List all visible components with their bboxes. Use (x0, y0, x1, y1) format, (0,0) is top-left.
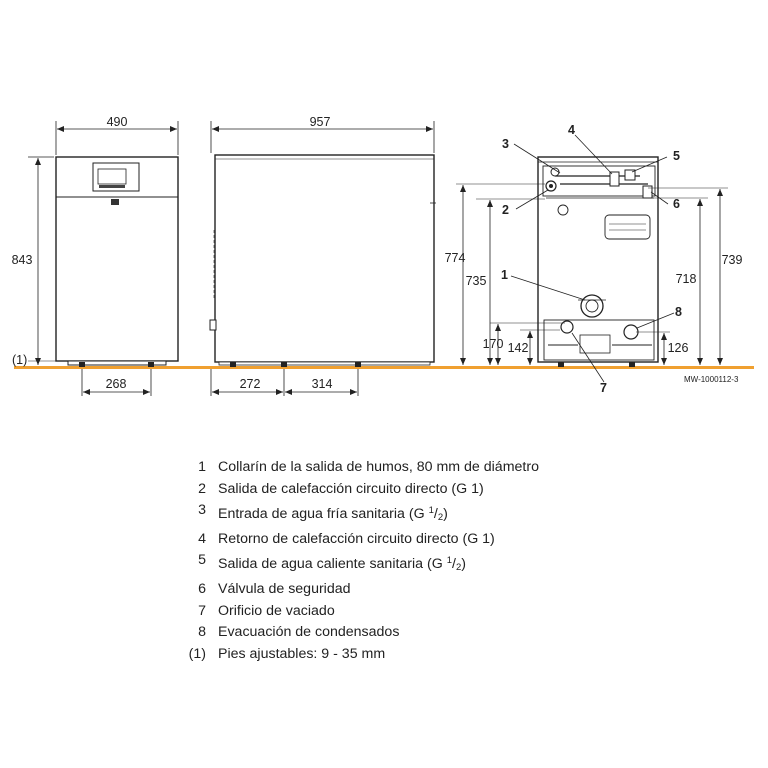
back-top-manifold (543, 166, 655, 196)
dim-back-126-label: 126 (667, 341, 689, 355)
legend-item (176, 644, 539, 666)
legend-item (176, 500, 539, 529)
side-rear-connector (210, 320, 216, 330)
fraction-denominator: 2 (437, 512, 444, 524)
fraction-denominator: 2 (455, 562, 462, 574)
dim-back-774-label: 774 (444, 251, 466, 265)
legend-text: Entrada de agua fría sanitaria (G $^1$/2) (218, 505, 448, 524)
side-view (210, 115, 436, 396)
legend-text: Pies ajustables: 9 - 35 mm (218, 645, 386, 662)
legend-text: Salida de agua caliente sanitaria (G $^1$/2) (218, 555, 466, 574)
callout-7: 7 (600, 381, 607, 395)
legend-text-suffix: ) (443, 506, 448, 523)
dim-back-142-label: 142 (507, 341, 529, 355)
back-foot-right (629, 362, 635, 367)
legend-text: Salida de calefacción circuito directo (G 1) (218, 480, 484, 497)
legend-text: Válvula de seguridad (218, 580, 351, 597)
side-base (219, 362, 430, 365)
legend-key: 7 (198, 602, 206, 619)
dim-back-718-label: 718 (675, 272, 697, 286)
legend-item (176, 601, 539, 623)
front-badge (111, 199, 119, 205)
legend-item (176, 550, 539, 579)
drawing-code: MW-1000112-3 (684, 375, 739, 384)
side-foot-1 (230, 362, 236, 367)
callout-2: 2 (502, 203, 509, 217)
dim-side-front-feet-label: 272 (239, 377, 261, 391)
legend-text: Evacuación de condensados (218, 624, 400, 641)
legend-text: Orificio de vaciado (218, 602, 335, 619)
legend-item (176, 457, 539, 479)
back-view (445, 123, 743, 395)
fraction-numerator: 1 (446, 555, 453, 567)
legend-key: 3 (198, 502, 206, 519)
back-tank-label (605, 215, 650, 239)
callout-6: 6 (673, 197, 680, 211)
legend-text-main: Salida de agua caliente sanitaria (G (218, 556, 447, 573)
callout-1: 1 (501, 268, 508, 282)
front-foot-left (79, 362, 85, 367)
condensate-outlet (624, 325, 638, 339)
dim-front-feet-label: 268 (105, 377, 127, 391)
legend-text: Collarín de la salida de humos, 80 mm de diámetro (218, 459, 539, 475)
display-buttons (99, 185, 125, 188)
legend-key: 1 (198, 459, 206, 475)
legend-text-suffix: ) (461, 556, 466, 573)
dim-side-depth-label: 957 (309, 115, 331, 129)
front-view (12, 115, 178, 396)
dim-back-739-label: 739 (721, 253, 743, 267)
legend-item (176, 622, 539, 644)
floor-note: (1) (12, 353, 28, 367)
legend-key: 6 (198, 580, 206, 597)
dim-front-height-label: 843 (11, 253, 33, 267)
legend-item (176, 529, 539, 551)
dim-front-width-label: 490 (106, 115, 128, 129)
callout-8: 8 (675, 305, 682, 319)
callout-5: 5 (673, 149, 680, 163)
fraction-numerator: 1 (428, 505, 434, 517)
front-foot-right (148, 362, 154, 367)
legend-text-main: Entrada de agua fría sanitaria (G (218, 506, 429, 523)
side-foot-2 (281, 362, 287, 367)
callout-3: 3 (502, 137, 509, 151)
callout-4: 4 (568, 123, 575, 137)
floor-line (14, 366, 754, 369)
legend-key: 8 (198, 624, 206, 641)
dim-back-735-label: 735 (465, 274, 487, 288)
legend-item (176, 479, 539, 501)
return-heating-valve (610, 172, 619, 186)
back-foot-left (558, 362, 564, 367)
legend-key: 5 (198, 552, 206, 569)
side-body (215, 155, 434, 362)
dim-back-170-label: 170 (482, 337, 504, 351)
legend-text: Retorno de calefacción circuito directo (G 1) (218, 530, 495, 547)
legend-list (176, 457, 539, 665)
legend-key: (1) (188, 645, 206, 662)
legend-key: 4 (198, 530, 206, 547)
legend-item (176, 579, 539, 601)
side-foot-3 (355, 362, 361, 367)
legend-key: 2 (198, 480, 206, 497)
display-screen (98, 169, 126, 184)
dim-side-feet-label: 314 (311, 377, 333, 391)
